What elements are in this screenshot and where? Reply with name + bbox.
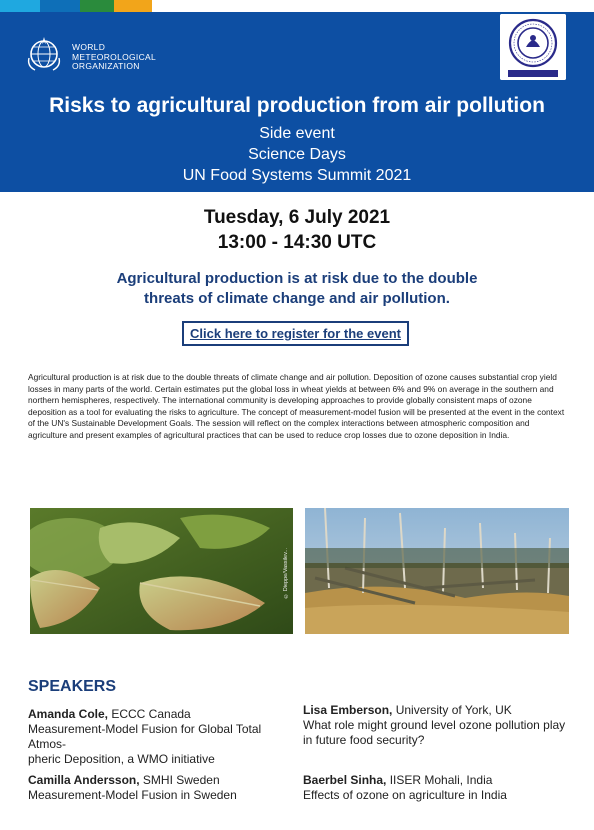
event-time: 13:00 - 14:30 UTC [217, 232, 377, 253]
strip-segment [0, 0, 40, 12]
speakers-heading: SPEAKERS [28, 678, 117, 695]
speaker-name: Lisa Emberson, [303, 703, 393, 717]
speaker-affiliation: SMHI Sweden [139, 773, 220, 787]
speaker-talk: Measurement-Model Fusion in Sweden [28, 788, 237, 802]
wmo-name-line: WORLD [72, 42, 106, 52]
speaker-name: Baerbel Sinha, [303, 773, 387, 787]
subtitle-line: UN Food Systems Summit 2021 [182, 167, 412, 184]
wmo-emblem-icon [26, 36, 62, 72]
speaker-card [28, 707, 298, 767]
register-link[interactable]: Click here to register for the event [182, 321, 409, 346]
speaker-name: Camilla Andersson, [28, 773, 140, 787]
speaker-card [28, 773, 298, 803]
strip-segment [114, 0, 152, 12]
speaker-affiliation: IISER Mohali, India [386, 773, 493, 787]
color-strip [0, 0, 152, 12]
tagline-line: Agricultural production is at risk due to the double [116, 270, 478, 287]
photo-credit: © Dieppe/Vassilev... [283, 548, 289, 599]
strip-segment [40, 0, 80, 12]
event-description: Agricultural production is at risk due to the double threats of climate change and air pollution. Deposition of ozone causes substantial crop yield losses in many parts of the world. Certain estimates put the global loss in wheat yields at between 6% and 9% on average in the southern and northern hemispheres, respectively. The international community is developing approaches to provide globally consistent maps of ozone deposition as a tool for evaluating the risks to agriculture. The concept of measurement-model fusion will be presented at the event in the context of the UN's Sustainable Development Goals. The session will reflect on the complex interactions between atmospheric composition and agriculture and present examples of agricultural practices that can be used to reduce crop losses due to ozone deposition in India. [28, 372, 565, 440]
speaker-talk: in future food security? [303, 733, 425, 747]
tagline [0, 269, 594, 309]
speaker-talk: What role might ground level ozone pollution play [303, 718, 566, 732]
forest-photo [305, 508, 569, 634]
wmo-name-line: METEOROLOGICAL [72, 51, 157, 62]
subtitle-line: Science Days [248, 146, 346, 163]
event-date: Tuesday, 6 July 2021 [203, 207, 391, 228]
subtitle-line: Side event [259, 125, 335, 142]
wmo-name-line: ORGANIZATION [72, 61, 140, 71]
tagline-line: threats of climate change and air pollution. [144, 290, 450, 307]
speaker-card [303, 703, 573, 748]
wmo-name [72, 43, 156, 72]
strip-segment [80, 0, 114, 12]
speaker-affiliation: University of York, UK [392, 703, 512, 717]
speaker-talk: pheric Deposition, a WMO initiative [28, 752, 215, 766]
event-title: Risks to agricultural production from air pollution [49, 94, 545, 117]
header-banner [0, 12, 594, 192]
speaker-talk: Effects of ozone on agriculture in India [303, 788, 507, 802]
speaker-talk: Measurement-Model Fusion for Global Total Atmos- [28, 722, 262, 751]
speaker-card [303, 773, 573, 803]
speaker-affiliation: ECCC Canada [108, 707, 191, 721]
iiser-logo [500, 14, 566, 80]
leaves-photo [30, 508, 293, 634]
speaker-name: Amanda Cole, [28, 707, 109, 721]
